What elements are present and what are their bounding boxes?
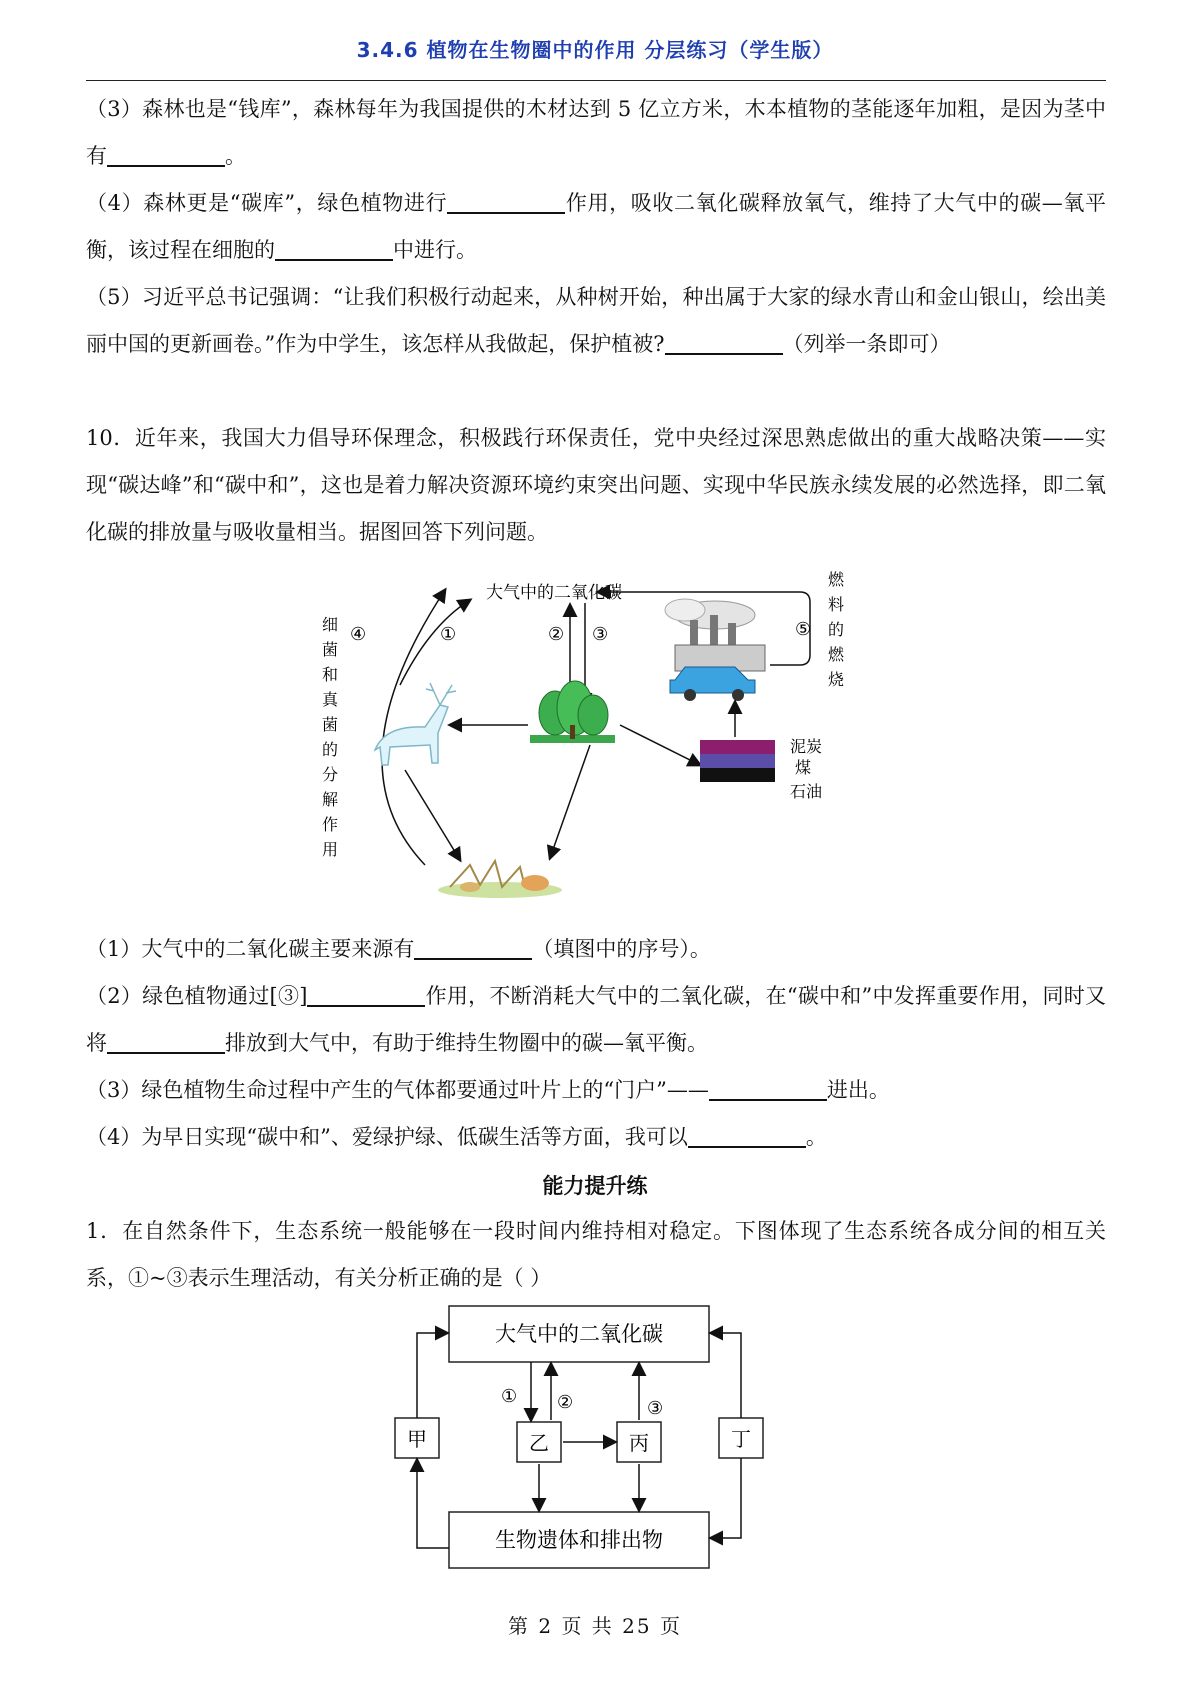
- ding-to-co2-arrow: [711, 1333, 741, 1418]
- q10-sub1-text: （1）大气中的二氧化碳主要来源有: [86, 937, 415, 961]
- fuel-char: 燃: [828, 645, 845, 664]
- co2-box-label: 大气中的二氧化碳: [495, 1322, 663, 1346]
- decomp-char: 真: [322, 690, 339, 709]
- label-c1: ①: [501, 1386, 518, 1407]
- arrow-1: [400, 600, 470, 685]
- q10-sub3-end: 进出。: [826, 1078, 890, 1102]
- fuel-char: 料: [828, 595, 845, 614]
- fuel-char: 燃: [828, 570, 845, 589]
- decomp-char: 用: [322, 840, 339, 859]
- label-5: ⑤: [795, 619, 812, 640]
- q10-sub2-mid: 作用，不断消耗大气中的二氧化碳，在“碳中和”中发挥重要作用，同时又将: [86, 984, 1106, 1055]
- q9-part5: [86, 274, 1106, 368]
- q9-part4-text: （4）森林更是“碳库”，绿色植物进行: [86, 191, 448, 215]
- q9-part4-end: 中进行。: [393, 238, 477, 262]
- decomp-char: 的: [322, 740, 339, 759]
- answer-blank[interactable]: [307, 983, 425, 1007]
- fossil-label-coal: 煤: [795, 758, 812, 777]
- fossil-label-peat: 泥炭: [790, 737, 823, 756]
- decomp-char: 分: [322, 765, 339, 784]
- answer-blank[interactable]: [447, 190, 565, 214]
- tree-to-remains-arrow: [550, 745, 590, 858]
- decomp-char: 作: [322, 815, 339, 834]
- q10-intro: 10．近年来，我国大力倡导环保理念，积极践行环保责任，党中央经过深思熟虑做出的重大战略决策——实现“碳达峰”和“碳中和”，这也是着力解决资源环境约束突出问题、实现中华民族永续发展的必然选择，即二氧化碳的排放量与吸收量相当。据图回答下列问题。: [86, 426, 1106, 544]
- q10-sub4: [86, 1114, 1106, 1161]
- bing-label: 丙: [629, 1431, 649, 1455]
- answer-blank[interactable]: [107, 143, 225, 167]
- jia-to-co2-arrow: [417, 1333, 447, 1418]
- q10-sub1-end: （填图中的序号）。: [532, 937, 711, 961]
- q10-sub3-text: （3）绿色植物生命过程中产生的气体都要通过叶片上的“门户”——: [86, 1078, 709, 1102]
- label-c3: ③: [647, 1398, 664, 1419]
- q10-sub3: [86, 1067, 1106, 1114]
- section-title: 能力提升练: [542, 1174, 648, 1198]
- decomp-char: 细: [322, 615, 339, 634]
- fossil-fuel-icon: [700, 740, 775, 782]
- ecosystem-diagram: [385, 1298, 785, 1578]
- q9-part3: [86, 86, 1106, 180]
- q9-part5-text: （5）习近平总书记强调：“让我们积极行动起来，从种树开始，种出属于大家的绿水青山和金山银山，绘出美丽中国的更新画卷。”作为中学生，该怎样从我做起，保护植被?: [86, 285, 1106, 356]
- q10-sub2-text: （2）绿色植物通过[③]: [86, 984, 308, 1008]
- fuel-char: 的: [828, 620, 845, 639]
- answer-blank[interactable]: [665, 331, 783, 355]
- header-rule: [86, 80, 1106, 81]
- q9-part4-mid: 作用，吸收二氧化碳释放氧气，维持了大气中的碳—氧平衡，该过程在细胞的: [86, 191, 1106, 262]
- label-c2: ②: [557, 1392, 574, 1413]
- deer-icon: [375, 683, 456, 765]
- factory-car-icon: [665, 599, 765, 701]
- jia-label: 甲: [407, 1427, 427, 1451]
- answer-blank[interactable]: [107, 1030, 225, 1054]
- label-1: ①: [440, 624, 457, 645]
- fossil-label-oil: 石油: [790, 782, 823, 801]
- label-2: ②: [548, 624, 565, 645]
- fuel-char: 烧: [828, 670, 845, 689]
- answer-blank[interactable]: [414, 936, 532, 960]
- fuel-burning-vertical-label: [828, 570, 845, 689]
- page-footer: 第 2 页 共 25 页: [508, 1614, 682, 1638]
- decomposition-vertical-label: [322, 615, 339, 859]
- remains-icon: [438, 861, 562, 898]
- q10-sub1: [86, 926, 1106, 973]
- answer-blank[interactable]: [709, 1077, 827, 1101]
- remains-to-jia-arrow: [417, 1460, 449, 1548]
- decomp-char: 菌: [322, 715, 339, 734]
- label-4: ④: [350, 624, 367, 645]
- co2-label: 大气中的二氧化碳: [486, 583, 622, 603]
- yi-label: 乙: [529, 1431, 549, 1455]
- deer-to-remains-arrow: [405, 770, 460, 860]
- q10-sub4-end: 。: [805, 1125, 827, 1149]
- tree-to-fossil-arrow: [620, 725, 700, 765]
- q9-part3-end: 。: [225, 144, 246, 168]
- s2-q1-text: 1．在自然条件下，生态系统一般能够在一段时间内维持相对稳定。下图体现了生态系统各成分间的相互关系，①~③表示生理活动，有关分析正确的是（ ）: [86, 1219, 1106, 1290]
- q10-sub4-text: （4）为早日实现“碳中和”、爱绿护绿、低碳生活等方面，我可以: [86, 1125, 688, 1149]
- q9-part4: [86, 180, 1106, 274]
- q9-part5-end: （列举一条即可）: [782, 332, 951, 356]
- decomp-char: 和: [322, 665, 339, 684]
- ding-label: 丁: [731, 1427, 751, 1451]
- decomp-char: 菌: [322, 640, 339, 659]
- q10-sub2: [86, 973, 1106, 1067]
- answer-blank[interactable]: [688, 1124, 806, 1148]
- remains-box-label: 生物遗体和排出物: [495, 1528, 663, 1552]
- answer-blank[interactable]: [275, 237, 393, 261]
- page-header-title: 3.4.6 植物在生物圈中的作用 分层练习（学生版）: [356, 38, 834, 62]
- label-3: ③: [592, 624, 609, 645]
- tree-icon: [530, 681, 615, 743]
- q9-part3-text: （3）森林也是“钱库”，森林每年为我国提供的木材达到 5 亿立方米，木本植物的茎能逐年加粗，是因为茎中有: [86, 97, 1106, 168]
- carbon-cycle-figure: [322, 565, 850, 920]
- q10-sub2-end: 排放到大气中，有助于维持生物圈中的碳—氧平衡。: [225, 1031, 708, 1055]
- decomp-char: 解: [322, 790, 339, 809]
- ding-to-remains-arrow: [711, 1458, 741, 1538]
